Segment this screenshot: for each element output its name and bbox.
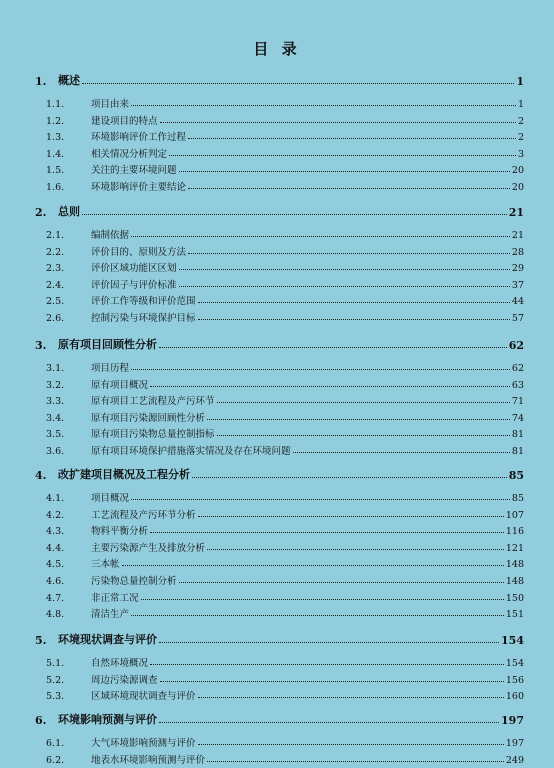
- dot-leader: [160, 681, 504, 682]
- toc-entry: [91, 113, 524, 127]
- section-title: 建设项目的特点: [91, 116, 158, 127]
- dot-leader: [150, 386, 510, 387]
- section-title: 原有项目污染源回顾性分析: [91, 413, 206, 424]
- section-number: 4.1.: [46, 493, 65, 504]
- section-title: 物料平衡分析: [91, 526, 149, 537]
- dot-leader: [179, 286, 510, 287]
- chapter-title: 总则: [58, 205, 80, 218]
- toc-entry: [91, 377, 524, 391]
- dot-leader: [82, 214, 507, 215]
- section-title: 大气环境影响预测与评价: [91, 738, 196, 749]
- toc-section-row[interactable]: [0, 655, 554, 671]
- section-number: 5.1.: [46, 658, 65, 669]
- toc-entry: [91, 129, 524, 143]
- toc-entry: [91, 523, 524, 537]
- section-title: 评价工作等级和评价范围: [91, 296, 196, 307]
- page-number: 74: [511, 413, 524, 424]
- page-number: 107: [505, 510, 524, 521]
- page-number: 71: [511, 396, 524, 407]
- section-number: 1.1.: [46, 99, 65, 110]
- section-number: 3.2.: [46, 380, 65, 391]
- dot-leader: [122, 565, 504, 566]
- section-number: 2.6.: [46, 313, 65, 324]
- toc-chapter-row[interactable]: [0, 74, 554, 90]
- page-number: 1: [517, 99, 524, 110]
- page-number: 20: [511, 165, 524, 176]
- toc-chapter-row[interactable]: [0, 338, 554, 354]
- toc-section-row[interactable]: [0, 244, 554, 260]
- section-number: 3.6.: [46, 446, 65, 457]
- toc-entry: [58, 203, 524, 219]
- toc-section-row[interactable]: [0, 590, 554, 606]
- page-number: 3: [517, 149, 524, 160]
- page-number: 20: [511, 182, 524, 193]
- section-number: 4.5.: [46, 559, 65, 570]
- page-number: 197: [505, 738, 524, 749]
- section-number: 6.1.: [46, 738, 65, 749]
- section-number: 4.3.: [46, 526, 65, 537]
- section-number: 3.1.: [46, 363, 65, 374]
- page-number: 148: [505, 559, 524, 570]
- toc-section-row[interactable]: [0, 393, 554, 409]
- page-number: 81: [511, 429, 524, 440]
- toc-section-row[interactable]: [0, 735, 554, 751]
- page-number: 85: [511, 493, 524, 504]
- section-number: 1.2.: [46, 116, 65, 127]
- section-number: 4.2.: [46, 510, 65, 521]
- section-number: 1.6.: [46, 182, 65, 193]
- page-number: 62: [511, 363, 524, 374]
- section-title: 区域环境现状调查与评价: [91, 691, 196, 702]
- toc-entry: [91, 752, 524, 766]
- section-number: 2.2.: [46, 247, 65, 258]
- dot-leader: [150, 664, 504, 665]
- toc-chapter-row[interactable]: [0, 205, 554, 221]
- page-number: 249: [505, 755, 524, 766]
- page-number: 116: [505, 526, 524, 537]
- section-title: 主要污染源产生及排放分析: [91, 543, 206, 554]
- section-number: 1.5.: [46, 165, 65, 176]
- toc-entry: [58, 711, 524, 727]
- toc-chapter-row[interactable]: [0, 713, 554, 729]
- dot-leader: [169, 155, 516, 156]
- page-number: 154: [501, 634, 524, 647]
- toc-section-row[interactable]: [0, 573, 554, 589]
- chapter-number: 2.: [35, 206, 47, 219]
- toc-entry: [58, 466, 524, 482]
- chapter-title: 环境现状调查与评价: [58, 633, 157, 646]
- page-number: 21: [508, 206, 524, 219]
- dot-leader: [188, 253, 510, 254]
- section-number: 2.5.: [46, 296, 65, 307]
- toc-entry: [91, 162, 524, 176]
- section-title: 非正常工况: [91, 593, 139, 604]
- page-number: 154: [505, 658, 524, 669]
- dot-leader: [198, 319, 510, 320]
- toc-entry: [91, 590, 524, 604]
- dot-leader: [141, 599, 504, 600]
- toc-entry: [91, 735, 524, 749]
- toc-section-row[interactable]: [0, 113, 554, 129]
- page-number: 57: [511, 313, 524, 324]
- section-number: 4.6.: [46, 576, 65, 587]
- page-number: 63: [511, 380, 524, 391]
- section-number: 3.3.: [46, 396, 65, 407]
- page-number: 81: [511, 446, 524, 457]
- toc-section-row[interactable]: [0, 277, 554, 293]
- toc-entry: [91, 260, 524, 274]
- toc-entry: [91, 540, 524, 554]
- toc-entry: [91, 573, 524, 587]
- page-number: 2: [517, 132, 524, 143]
- toc-entry: [91, 244, 524, 258]
- dot-leader: [198, 516, 504, 517]
- dot-leader: [207, 419, 510, 420]
- section-number: 4.8.: [46, 609, 65, 620]
- section-title: 控制污染与环境保护目标: [91, 313, 196, 324]
- section-title: 项目由来: [91, 99, 130, 110]
- toc-section-row[interactable]: [0, 410, 554, 426]
- toc-section-row[interactable]: [0, 179, 554, 195]
- toc-section-row[interactable]: [0, 507, 554, 523]
- toc-section-row[interactable]: [0, 523, 554, 539]
- section-title: 原有项目环境保护措施落实情况及存在环境问题: [91, 446, 291, 457]
- dot-leader: [198, 744, 504, 745]
- page-number: 156: [505, 675, 524, 686]
- section-number: 3.5.: [46, 429, 65, 440]
- toc-section-row[interactable]: [0, 260, 554, 276]
- dot-leader: [159, 347, 507, 348]
- toc-section-row[interactable]: [0, 227, 554, 243]
- page-number: 197: [501, 714, 524, 727]
- page-number: 160: [505, 691, 524, 702]
- toc-section-row[interactable]: [0, 688, 554, 704]
- dot-leader: [179, 269, 510, 270]
- dot-leader: [293, 452, 510, 453]
- toc-entry: [91, 360, 524, 374]
- toc-entry: [91, 277, 524, 291]
- section-title: 地表水环境影响预测与评价: [91, 755, 206, 766]
- page-number: 62: [508, 339, 524, 352]
- toc-section-row[interactable]: [0, 556, 554, 572]
- toc-entry: [91, 490, 524, 504]
- section-title: 自然环境概况: [91, 658, 149, 669]
- section-title: 环境影响评价工作过程: [91, 132, 187, 143]
- section-title: 原有项目工艺流程及产污环节: [91, 396, 215, 407]
- toc-section-row[interactable]: [0, 310, 554, 326]
- chapter-number: 4.: [35, 469, 47, 482]
- section-title: 原有项目概况: [91, 380, 149, 391]
- toc-section-row[interactable]: [0, 426, 554, 442]
- section-number: 2.3.: [46, 263, 65, 274]
- toc-entry: [91, 672, 524, 686]
- toc-entry: [91, 146, 524, 160]
- section-title: 环境影响评价主要结论: [91, 182, 187, 193]
- dot-leader: [217, 402, 510, 403]
- section-title: 污染物总量控制分析: [91, 576, 177, 587]
- section-number: 2.1.: [46, 230, 65, 241]
- toc-entry: [91, 688, 524, 702]
- dot-leader: [188, 138, 516, 139]
- toc-chapter-row[interactable]: [0, 468, 554, 484]
- dot-leader: [160, 122, 516, 123]
- toc-entry: [91, 507, 524, 521]
- page-number: 28: [511, 247, 524, 258]
- page-number: 150: [505, 593, 524, 604]
- toc-entry: [91, 310, 524, 324]
- toc-section-row[interactable]: [0, 752, 554, 768]
- section-number: 4.4.: [46, 543, 65, 554]
- toc-entry: [91, 293, 524, 307]
- section-title: 编制依据: [91, 230, 130, 241]
- dot-leader: [131, 615, 504, 616]
- toc-entry: [58, 72, 524, 88]
- toc-section-row[interactable]: [0, 490, 554, 506]
- toc-section-row[interactable]: [0, 443, 554, 459]
- dot-leader: [217, 435, 510, 436]
- section-title: 关注的主要环境问题: [91, 165, 177, 176]
- toc-entry: [91, 556, 524, 570]
- chapter-number: 1.: [35, 75, 47, 88]
- dot-leader: [131, 499, 510, 500]
- toc-section-row[interactable]: [0, 377, 554, 393]
- toc-section-row[interactable]: [0, 360, 554, 376]
- dot-leader: [159, 722, 499, 723]
- chapter-number: 6.: [35, 714, 47, 727]
- chapter-number: 3.: [35, 339, 47, 352]
- dot-leader: [159, 642, 499, 643]
- toc-entry: [91, 443, 524, 457]
- chapter-title: 原有项目回顾性分析: [58, 338, 157, 351]
- toc-entry: [91, 410, 524, 424]
- page-number: 44: [511, 296, 524, 307]
- chapter-number: 5.: [35, 634, 47, 647]
- section-number: 1.3.: [46, 132, 65, 143]
- toc-entry: [91, 393, 524, 407]
- toc-section-row[interactable]: [0, 293, 554, 309]
- toc-entry: [91, 426, 524, 440]
- section-title: 评价因子与评价标准: [91, 280, 177, 291]
- page-number: 85: [508, 469, 524, 482]
- toc-entry: [91, 96, 524, 110]
- page-number: 151: [505, 609, 524, 620]
- toc-section-row[interactable]: [0, 146, 554, 162]
- page-number: 21: [511, 230, 524, 241]
- dot-leader: [150, 532, 504, 533]
- toc-section-row[interactable]: [0, 129, 554, 145]
- dot-leader: [207, 549, 504, 550]
- section-number: 5.3.: [46, 691, 65, 702]
- section-number: 6.2.: [46, 755, 65, 766]
- section-title: 三本帐: [91, 559, 120, 570]
- page-number: 121: [505, 543, 524, 554]
- section-title: 周边污染源调查: [91, 675, 158, 686]
- dot-leader: [198, 697, 504, 698]
- toc-entry: [91, 179, 524, 193]
- section-number: 4.7.: [46, 593, 65, 604]
- dot-leader: [192, 477, 507, 478]
- toc-entry: [91, 606, 524, 620]
- toc-chapter-row[interactable]: [0, 633, 554, 649]
- section-title: 清洁生产: [91, 609, 130, 620]
- page-number: 1: [516, 75, 524, 88]
- section-number: 2.4.: [46, 280, 65, 291]
- section-title: 项目概况: [91, 493, 130, 504]
- dot-leader: [82, 83, 514, 84]
- dot-leader: [188, 188, 510, 189]
- page-number: 29: [511, 263, 524, 274]
- toc-section-row[interactable]: [0, 162, 554, 178]
- page-number: 148: [505, 576, 524, 587]
- dot-leader: [179, 582, 504, 583]
- dot-leader: [131, 236, 510, 237]
- chapter-title: 环境影响预测与评价: [58, 713, 157, 726]
- section-title: 项目历程: [91, 363, 130, 374]
- dot-leader: [131, 105, 516, 106]
- toc-entry: [91, 227, 524, 241]
- toc-entry: [58, 336, 524, 352]
- toc-entry: [91, 655, 524, 669]
- section-number: 3.4.: [46, 413, 65, 424]
- section-title: 相关情况分析判定: [91, 149, 168, 160]
- toc-section-row[interactable]: [0, 96, 554, 112]
- section-title: 评价目的、原则及方法: [91, 247, 187, 258]
- page-number: 37: [511, 280, 524, 291]
- toc-title: 目 录: [253, 40, 301, 58]
- toc-entry: [58, 631, 524, 647]
- section-title: 工艺流程及产污环节分析: [91, 510, 196, 521]
- dot-leader: [207, 761, 504, 762]
- chapter-title: 概述: [58, 74, 80, 87]
- dot-leader: [179, 171, 510, 172]
- dot-leader: [198, 302, 510, 303]
- page-number: 2: [517, 116, 524, 127]
- toc-section-row[interactable]: [0, 606, 554, 622]
- section-number: 1.4.: [46, 149, 65, 160]
- section-title: 原有项目污染物总量控制指标: [91, 429, 215, 440]
- dot-leader: [131, 369, 510, 370]
- toc-section-row[interactable]: [0, 540, 554, 556]
- chapter-title: 改扩建项目概况及工程分析: [58, 468, 190, 481]
- section-title: 评价区域功能区区划: [91, 263, 177, 274]
- toc-section-row[interactable]: [0, 672, 554, 688]
- section-number: 5.2.: [46, 675, 65, 686]
